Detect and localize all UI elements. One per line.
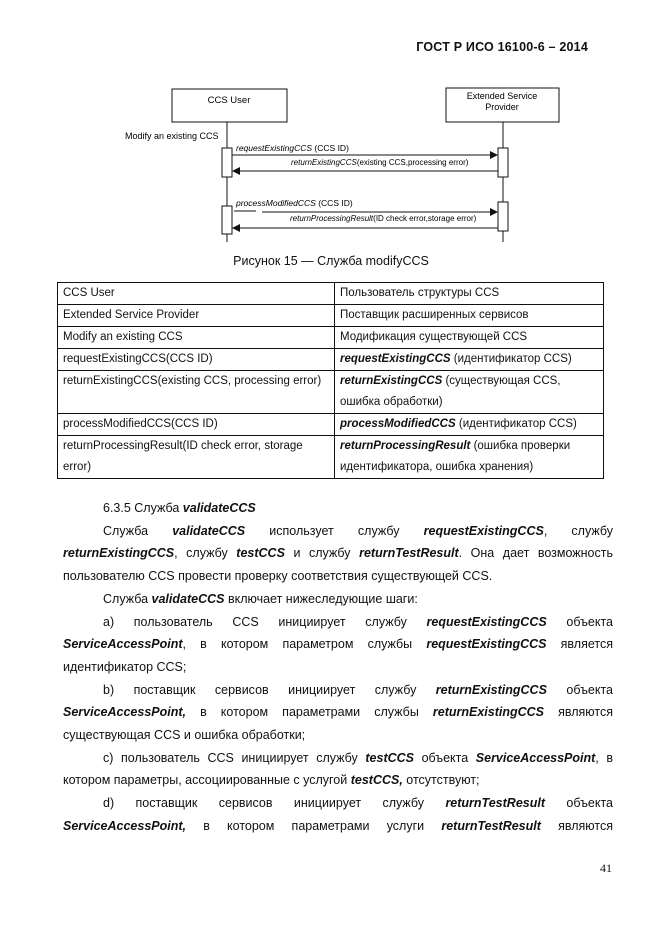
term-russian-service: returnProcessingResult (340, 440, 471, 452)
table-row (58, 371, 604, 414)
term-russian-text: (существующая CCS, ошибка обработки) (340, 375, 561, 408)
msg-process-modified-ccs: processModifiedCCS (CCS ID) (236, 198, 353, 208)
activation-user-1 (222, 148, 232, 177)
page-number: 41 (600, 861, 612, 875)
paragraph-1: Служба validateCCS использует службу requestExistingCCS, службу returnExistingCCS, службу testCCS и службу returnTestResult. Она дает возможность пользователю CCS провести проверку соответствия существующей CCS. (63, 523, 614, 584)
activation-user-2 (222, 206, 232, 234)
step-a: a) пользователь CCS инициирует службу requestExistingCCS объекта ServiceAccessPoint, в котором параметром службы requestExistingCCS является идентификатор CCS; (63, 614, 613, 674)
table-row (58, 305, 604, 327)
activation-provider-2 (498, 202, 508, 231)
step-c: c) пользователь CCS инициирует службу testCCS объекта ServiceAccessPoint, в котором параметры, ассоциированные с услугой testCCS, отсутствуют; (63, 750, 613, 788)
term-russian (335, 436, 604, 479)
term-russian-service: returnExistingCCS (340, 375, 443, 387)
term-russian (335, 371, 604, 414)
table-row (58, 327, 604, 349)
term-russian (335, 349, 604, 371)
section-heading: 6.3.5 Служба validateCCS (103, 501, 256, 515)
actor-provider-label-1: Extended Service (466, 91, 538, 101)
actor-provider-label-2: Provider (485, 102, 519, 112)
term-english: processModifiedCCS(CCS ID) (58, 414, 335, 436)
term-russian (335, 414, 604, 436)
msg-return-processing-result: returnProcessingResult(ID check error,storage error) (290, 214, 477, 223)
table-row (58, 283, 604, 305)
term-russian (335, 327, 604, 349)
term-english: requestExistingCCS(CCS ID) (58, 349, 335, 371)
section-body (63, 497, 613, 838)
actor-ccs-user-label: CCS User (207, 95, 251, 106)
step-d: d) поставщик сервисов инициирует службу returnTestResult объекта ServiceAccessPoint, в котором параметрами услуги returnTestResult являются (63, 796, 613, 833)
term-english: returnProcessingResult(ID check error, storage error) (58, 436, 335, 479)
step-b: b) поставщик сервисов инициирует службу returnExistingCCS объекта ServiceAccessPoint, в котором параметрами службы returnExistingCCS являются существующая CCS и ошибка обработки; (63, 682, 613, 743)
term-russian-text: (идентификатор CCS) (450, 353, 572, 365)
term-english: CCS User (58, 283, 335, 305)
term-russian-text: Модификация существующей CCS (340, 331, 528, 343)
term-russian (335, 283, 604, 305)
diagram-side-label: Modify an existing CCS (125, 131, 219, 141)
term-russian-text: Поставщик расширенных сервисов (340, 309, 529, 321)
term-english: Modify an existing CCS (58, 327, 335, 349)
figure-caption: Рисунок 15 — Служба modifyCCS (233, 254, 429, 268)
table-row (58, 414, 604, 436)
paragraph-2: Служба validateCCS включает нижеследующие шаги: (103, 591, 418, 606)
term-russian-text: (ошибка проверки идентификатора, ошибка хранения) (340, 440, 571, 473)
msg-request-existing-ccs: requestExistingCCS (CCS ID) (236, 143, 349, 153)
term-russian-service: processModifiedCCS (340, 418, 456, 430)
term-english: returnExistingCCS(existing CCS, processing error) (58, 371, 335, 414)
term-english: Extended Service Provider (58, 305, 335, 327)
term-russian-service: requestExistingCCS (340, 353, 451, 365)
table-row (58, 436, 604, 479)
document-header: ГОСТ Р ИСО 16100-6 – 2014 (416, 40, 588, 54)
msg-return-existing-ccs: returnExistingCCS(existing CCS,processing error) (291, 158, 469, 167)
activation-provider-1 (498, 148, 508, 177)
term-russian (335, 305, 604, 327)
term-russian-text: (идентификатор CCS) (455, 418, 577, 430)
sequence-diagram (0, 0, 662, 250)
term-russian-text: Пользователь структуры CCS (340, 287, 500, 299)
terms-table (57, 282, 604, 479)
table-row (58, 349, 604, 371)
